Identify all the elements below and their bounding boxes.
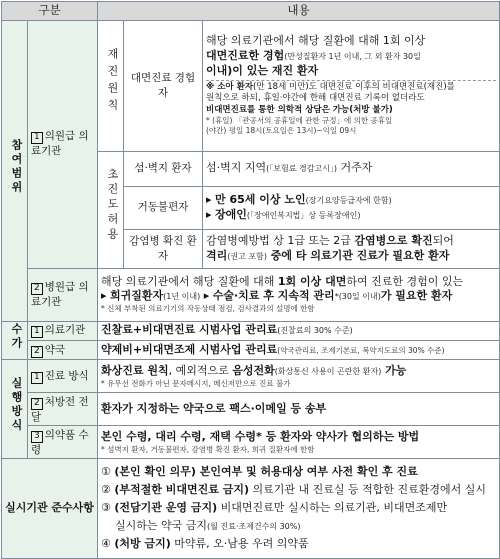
fee-label: 수가: [2, 321, 28, 360]
fee-clinic-row: [2, 321, 500, 340]
island-desc: 섬·벽지 지역(「보험료 경감고시」) 거주자: [203, 151, 500, 186]
revisit-content: 해당 의료기관에서 해당 질환에 대해 1회 이상 대면진료한 경험(만성질환자 1년 이내, 그 외 환자 30일 이내)이 있는 재진 환자 ※ 소아 환자(만 18세 미만)도 대면진료 이후의 비대면진료(재진)를 원칙으로 하되, 휴일·야간에 한해 대면진료 기록이 없더라도 비대면진료를 통한 의학적 상담은 가능(처방 불가) * (휴일) 「관공서의 공휴일에 관한 규정」에 의한 공휴일 (야간) 평일 18시(토요일은 13시)~익일 09시: [203, 20, 500, 151]
compliance-row: [2, 459, 500, 558]
hospital-num: 2: [31, 283, 43, 295]
hospital-label-text: 병원급 의료기관: [31, 280, 89, 308]
method-medicine-row: [2, 426, 500, 459]
compliance-item: ④ (처방 금지) 마약류, 오·남용 우려 의약품: [101, 536, 309, 550]
clinic-label-text: 의원급 의료기관: [31, 130, 89, 158]
method-treatment-row: [2, 360, 500, 393]
method-prescription-row: [2, 393, 500, 426]
island-type: 섬·벽지 환자: [124, 151, 203, 186]
method-prescription-content: 환자가 지정하는 약국으로 팩스·이메일 등 송부: [98, 393, 500, 426]
method-prescription-label: 2 처방전 전달: [28, 393, 98, 426]
header-content: 내용: [98, 2, 500, 21]
fee-pharmacy-row: [2, 340, 500, 359]
method-medicine-label: 3 의약품 수령: [28, 426, 98, 459]
fee-clinic-content: 진찰료+비대면진료 시범사업 관리료(진찰료의 30% 수준): [98, 321, 500, 340]
fee-pharmacy-label: 2 약국: [28, 340, 98, 359]
compliance-label: 실시기관 준수사항: [2, 459, 98, 558]
revisit-label: 재진원칙: [98, 20, 124, 151]
infection-type: 감염병 확진 환자: [124, 229, 203, 268]
mobility-desc: ▸ 만 65세 이상 노인(장기요양등급자에 한함) ▸ 장애인(「장애인복지법」상 등록장애인): [203, 186, 500, 229]
infection-desc: 감염병예방법 상 1급 또는 2급 감염병으로 확진되어 격리(권고 포함) 중에 타 의료기관 진료가 필요한 환자: [203, 229, 500, 268]
compliance-item: ② (부적절한 비대면진료 금지) 의료기관 내 진료실 등 적합한 진료환경에서 실시: [101, 483, 486, 497]
method-label: 실행방식: [2, 360, 28, 459]
mobility-type: 거동불편자: [124, 186, 203, 229]
method-treatment-label: 1 진료 방식: [28, 360, 98, 393]
clinic-num: 1: [31, 132, 43, 144]
scope-label: 참여범위: [2, 20, 28, 321]
fee-clinic-label: 1 의료기관: [28, 321, 98, 340]
clinic-label: [28, 20, 98, 268]
hospital-row: [2, 268, 500, 321]
compliance-item-cont: 실시하는 약국 금지(월 진료·조제건수의 30%): [115, 518, 301, 532]
table-header: [2, 2, 500, 21]
header-category: 구분: [2, 2, 98, 21]
pilot-program-table: [1, 1, 500, 559]
compliance-item: ① (본인 확인 의무) 본인여부 및 허용대상 여부 사전 확인 후 진료: [101, 465, 418, 479]
first-visit-label: 초진도허용: [98, 151, 124, 268]
compliance-content: [98, 459, 500, 558]
method-medicine-content: 본인 수령, 대리 수령, 재택 수령* 등 환자와 약사가 협의하는 방법 * 섬벽지 환자, 거동불편자, 감염병 확진 환자, 희귀 질환자에 한함: [98, 426, 500, 459]
method-treatment-content: 화상진료 원칙, 예외적으로 음성전화(화상통신 사용이 곤란한 환자) 가능 * 유무선 전화가 아닌 문자메시지, 메신저만으로 진료 불가: [98, 360, 500, 393]
revisit-subtype: 대면진료 경험자: [124, 20, 203, 151]
hospital-content: 해당 의료기관에서 해당 질환에 대해 1회 이상 대면하여 진료한 경험이 있는 ▸ 희귀질환자(1년 이내) ▸ 수술·치료 후 지속적 관리*(30일 이내)가 필요한 환자 * 신체 부착된 의료기기의 작동상태 점검, 검사결과의 설명에 한함: [98, 268, 500, 321]
scope-revisit-row: [2, 20, 500, 151]
hospital-label: [28, 268, 98, 321]
compliance-item: ③ (전담기관 운영 금지) 비대면진료만 실시하는 의료기관, 비대면조제만: [101, 501, 448, 515]
fee-pharmacy-content: 약제비+비대면조제 시범사업 관리료(약국관리료, 조제기본료, 복약지도료의 30% 수준): [98, 340, 500, 359]
